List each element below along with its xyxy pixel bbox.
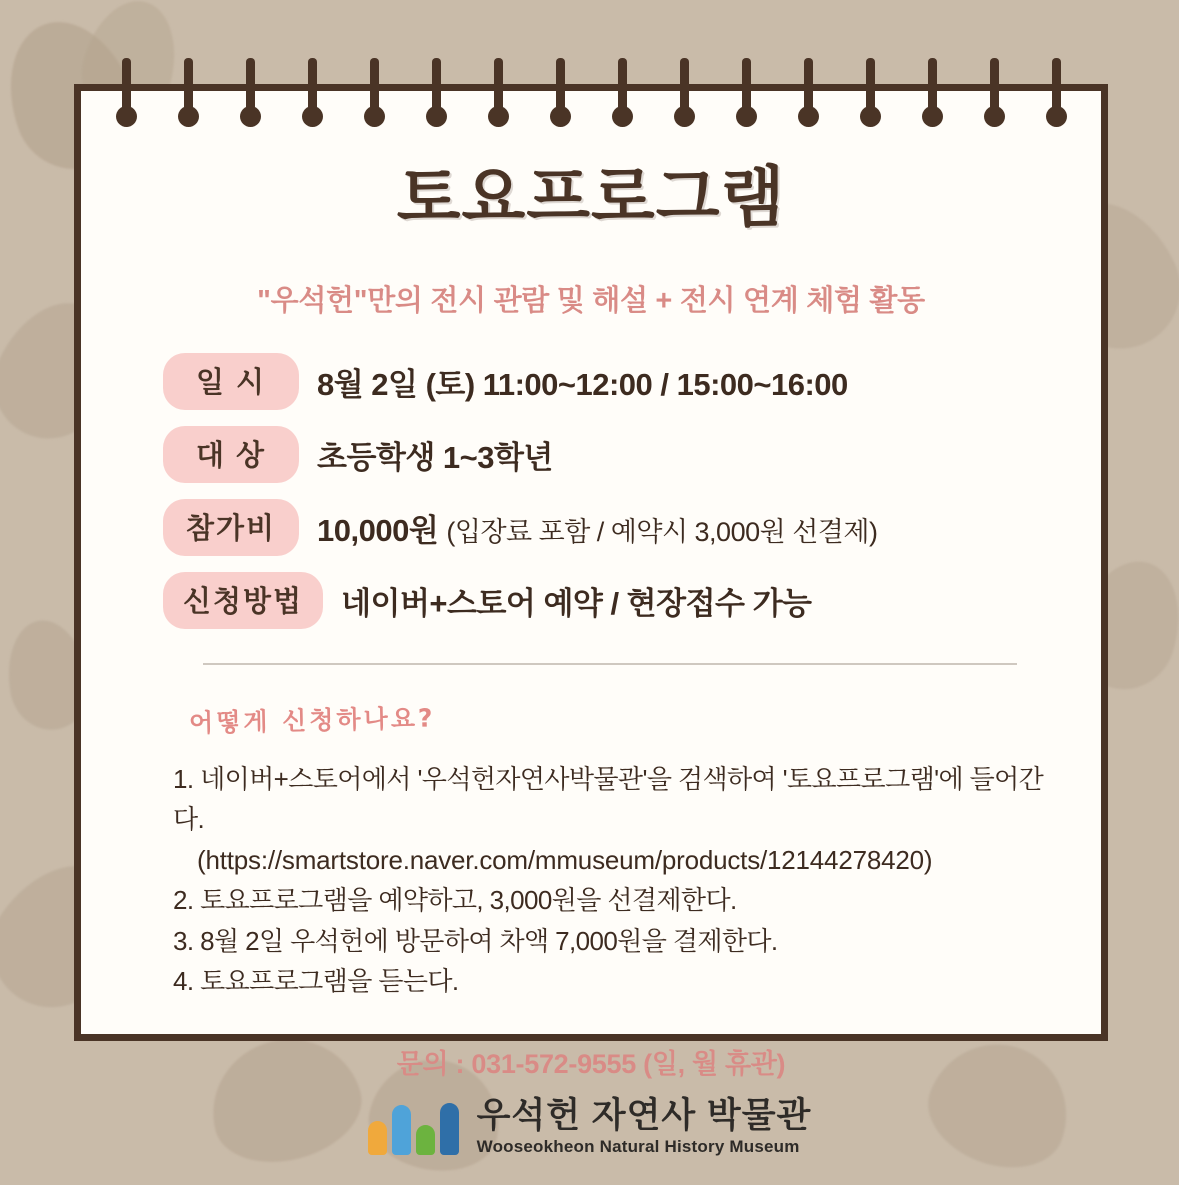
info-list — [135, 353, 1047, 629]
logo-bar-navy — [440, 1103, 459, 1155]
info-value-fee-amount: 10,000원 — [317, 512, 439, 548]
howto-steps — [173, 759, 1047, 1002]
info-value-fee — [317, 505, 877, 550]
contact-info: 문의 : 031-572-9555 (일, 월 휴관) — [396, 1048, 786, 1079]
info-value-apply: 네이버+스토어 예약 / 현장접수 가능 — [341, 585, 812, 621]
list-item: 2. 토요프로그램을 예약하고, 3,000원을 선결제한다. — [173, 885, 737, 916]
info-value-target: 초등학생 1~3학년 — [317, 439, 553, 475]
section-divider — [203, 663, 1017, 665]
poster-card — [74, 84, 1108, 1079]
info-label-target: 대 상 — [163, 426, 299, 483]
logo-bar-blue — [392, 1105, 411, 1155]
museum-logo-icon — [368, 1099, 459, 1155]
info-row-target — [163, 426, 1047, 483]
logo-bar-green — [416, 1125, 435, 1155]
info-value-date: 8월 2일 (토) 11:00~12:00 / 15:00~16:00 — [317, 366, 848, 402]
list-item: 1. 네이버+스토어에서 '우석헌자연사박물관'을 검색하여 '토요프로그램'에 들어간다. — [173, 763, 1044, 835]
info-value-fee-note: (입장료 포함 / 예약시 3,000원 선결제) — [446, 516, 878, 547]
logo-bar-orange — [368, 1121, 387, 1155]
poster-subtitle: "우석헌"만의 전시 관람 및 해설 + 전시 연계 체험 활동 — [257, 284, 925, 317]
howto-heading: 어떻게 신청하나요? — [188, 703, 436, 738]
info-row-apply — [163, 572, 1047, 629]
info-row-fee — [163, 499, 1047, 556]
info-row-date — [163, 353, 1047, 410]
logo-text-block — [477, 1097, 812, 1158]
list-item: 4. 토요프로그램을 듣는다. — [173, 966, 459, 997]
logo-name-en: Wooseokheon Natural History Museum — [476, 1137, 800, 1156]
info-label-apply: 신청방법 — [163, 572, 323, 629]
info-label-date: 일 시 — [163, 353, 299, 410]
logo-name-ko: 우석헌 자연사 박물관 — [476, 1095, 812, 1135]
list-item: 3. 8월 2일 우석헌에 방문하여 차액 7,000원을 결제한다. — [173, 925, 778, 956]
page-title: 토요프로그램 — [396, 160, 786, 234]
footer-branding — [0, 1097, 1179, 1158]
info-label-fee: 참가비 — [163, 499, 299, 556]
list-item-url: (https://smartstore.naver.com/mmuseum/products/12144278420) — [197, 844, 933, 875]
